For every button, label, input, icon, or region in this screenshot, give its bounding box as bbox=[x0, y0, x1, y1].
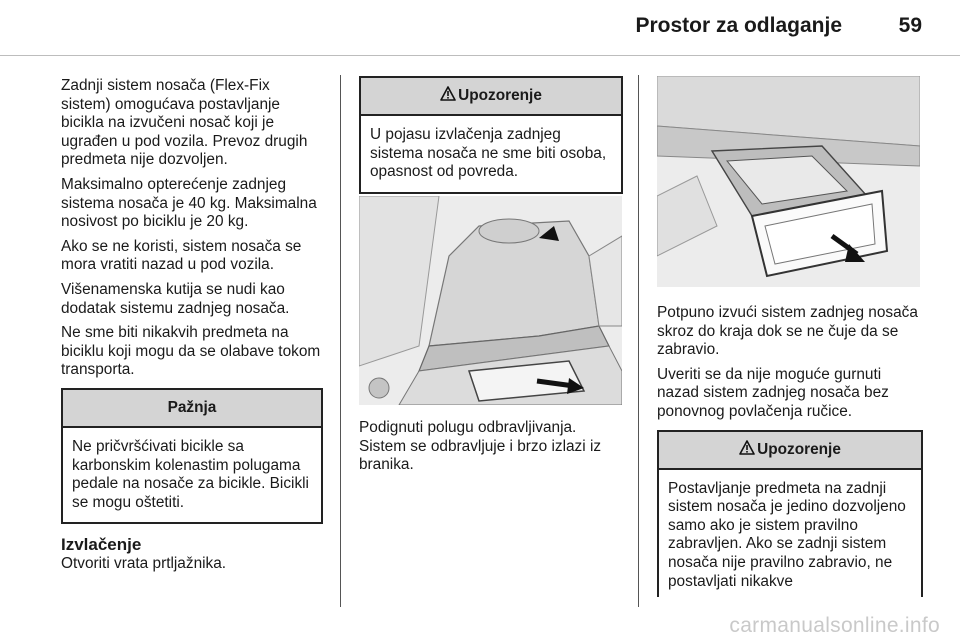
warning-text: U pojasu izvlačenja zadnjeg sistema nosača ne sme biti osoba, opasnost od povreda. bbox=[370, 126, 607, 181]
paragraph: Maksimalno opterećenje zadnjeg sistema nosača je 40 kg. Maksimalna nosivost po biciklu je 20 kg. bbox=[61, 175, 317, 231]
notice-title: Pažnja bbox=[63, 390, 321, 428]
paragraph: Višenamenska kutija se nudi kao dodatak sistemu zadnjeg nosača. bbox=[61, 280, 290, 317]
warning-triangle-icon bbox=[739, 433, 755, 469]
warning-header bbox=[361, 78, 621, 116]
paragraph: Uveriti se da nije moguće gurnuti nazad sistem zadnjeg nosača bez ponovnog povlačenja ručice. bbox=[657, 365, 889, 420]
warning-box bbox=[657, 430, 923, 598]
column-divider bbox=[638, 75, 639, 607]
figure-caption: Podignuti polugu odbravljivanja. Sistem se odbravljuje i brzo izlazi iz branika. bbox=[359, 419, 602, 474]
header-title: Prostor za odlaganje bbox=[635, 14, 842, 37]
section-text: Otvoriti vrata prtljažnika. bbox=[61, 554, 227, 572]
carrier-illustration bbox=[657, 76, 920, 287]
column-divider bbox=[340, 75, 341, 607]
warning-text: Postavljanje predmeta na zadnji sistem nosača je jedino dozvoljeno samo ako je sistem pravilno zabravljen. Ako se zadnji sistem nosača nije pravilno zabravio, ne postavljati nikakve bbox=[668, 479, 906, 590]
paragraph: Zadnji sistem nosača (Flex-Fix sistem) omogućava postavljanje bicikla na izvučeni nosač koji je ugrađen u pod vozila. Prevoz drugih predmeta nije dozvoljen. bbox=[61, 77, 308, 169]
warning-title: Upozorenje bbox=[757, 440, 841, 458]
page-number: 59 bbox=[898, 14, 922, 37]
column-1 bbox=[61, 77, 323, 573]
warning-title: Upozorenje bbox=[458, 87, 542, 104]
warning-header bbox=[659, 432, 921, 470]
warning-triangle-icon bbox=[440, 79, 456, 115]
notice-box bbox=[61, 388, 323, 524]
section-heading: Izvlačenje bbox=[61, 535, 142, 555]
column-2 bbox=[359, 68, 623, 194]
warning-box bbox=[359, 76, 623, 194]
watermark: carmanualsonline.info bbox=[729, 614, 940, 637]
paragraph: Ne sme biti nikakvih predmeta na biciklu koji mogu da se olabave tokom transporta. bbox=[61, 324, 321, 379]
notice-text: Ne pričvršćivati bicikle sa karbonskim kolenastim polugama pedale na nosače za bicikle. Bicikli se mogu oštetiti. bbox=[72, 437, 309, 511]
trunk-illustration bbox=[359, 196, 622, 405]
header-rule bbox=[0, 55, 960, 56]
column-2-caption bbox=[359, 419, 623, 481]
paragraph: Potpuno izvući sistem zadnjeg nosača skroz do kraja dok se ne čuje da se zabravio. bbox=[657, 304, 918, 359]
column-3 bbox=[657, 304, 923, 597]
paragraph: Ako se ne koristi, sistem nosača se mora vratiti nazad u pod vozila. bbox=[61, 237, 302, 274]
